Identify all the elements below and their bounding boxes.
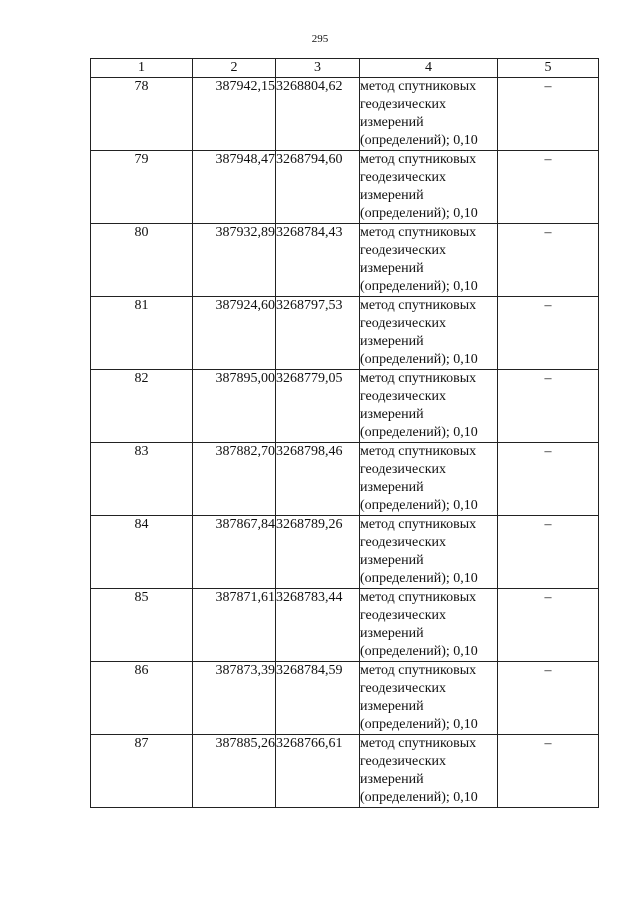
- method-line: (определений); 0,10: [360, 498, 478, 513]
- table-row: [91, 370, 599, 443]
- method-line: метод спутниковых: [360, 152, 477, 167]
- method-line: геодезических: [360, 243, 447, 258]
- column-5-cell: –: [498, 735, 599, 808]
- table-row: [91, 78, 599, 151]
- method-line: измерений: [360, 553, 424, 568]
- method-line: (определений); 0,10: [360, 571, 478, 586]
- method-line: геодезических: [360, 97, 447, 112]
- method-line: метод спутниковых: [360, 298, 477, 313]
- method-cell: [360, 151, 498, 224]
- method-line: метод спутниковых: [360, 225, 477, 240]
- method-cell: [360, 735, 498, 808]
- x-coordinate-cell: 387867,84: [193, 516, 276, 589]
- method-line: геодезических: [360, 754, 447, 769]
- x-coordinate-cell: 387932,89: [193, 224, 276, 297]
- method-line: метод спутниковых: [360, 590, 477, 605]
- point-number-cell: 87: [91, 735, 193, 808]
- x-coordinate-cell: 387873,39: [193, 662, 276, 735]
- column-5-cell: –: [498, 516, 599, 589]
- table-row: [91, 297, 599, 370]
- point-number-cell: 83: [91, 443, 193, 516]
- point-number-cell: 81: [91, 297, 193, 370]
- point-number-cell: 85: [91, 589, 193, 662]
- table-row: [91, 662, 599, 735]
- method-line: измерений: [360, 334, 424, 349]
- x-coordinate-cell: 387948,47: [193, 151, 276, 224]
- method-line: (определений); 0,10: [360, 717, 478, 732]
- method-line: (определений); 0,10: [360, 352, 478, 367]
- method-line: (определений); 0,10: [360, 644, 478, 659]
- column-5-cell: –: [498, 224, 599, 297]
- column-5-cell: –: [498, 78, 599, 151]
- coordinates-table: [90, 58, 599, 808]
- y-coordinate-cell: 3268783,44: [276, 589, 360, 662]
- y-coordinate-cell: 3268784,59: [276, 662, 360, 735]
- method-line: геодезических: [360, 316, 447, 331]
- column-header: 2: [193, 59, 276, 78]
- x-coordinate-cell: 387885,26: [193, 735, 276, 808]
- column-5-cell: –: [498, 589, 599, 662]
- point-number-cell: 78: [91, 78, 193, 151]
- method-line: измерений: [360, 188, 424, 203]
- table-row: [91, 224, 599, 297]
- method-line: метод спутниковых: [360, 371, 477, 386]
- column-5-cell: –: [498, 151, 599, 224]
- y-coordinate-cell: 3268798,46: [276, 443, 360, 516]
- point-number-cell: 80: [91, 224, 193, 297]
- method-cell: [360, 662, 498, 735]
- column-header: 4: [360, 59, 498, 78]
- table-header-row: [91, 59, 599, 78]
- method-line: метод спутниковых: [360, 736, 477, 751]
- method-line: метод спутниковых: [360, 663, 477, 678]
- column-header: 5: [498, 59, 599, 78]
- y-coordinate-cell: 3268804,62: [276, 78, 360, 151]
- method-line: (определений); 0,10: [360, 790, 478, 805]
- column-header: 3: [276, 59, 360, 78]
- x-coordinate-cell: 387895,00: [193, 370, 276, 443]
- method-line: геодезических: [360, 170, 447, 185]
- method-cell: [360, 370, 498, 443]
- method-cell: [360, 443, 498, 516]
- method-cell: [360, 78, 498, 151]
- method-line: измерений: [360, 407, 424, 422]
- table-row: [91, 516, 599, 589]
- method-line: метод спутниковых: [360, 79, 477, 94]
- page-number: 295: [311, 33, 329, 45]
- table-row: [91, 589, 599, 662]
- y-coordinate-cell: 3268766,61: [276, 735, 360, 808]
- column-header: 1: [91, 59, 193, 78]
- point-number-cell: 86: [91, 662, 193, 735]
- column-5-cell: –: [498, 370, 599, 443]
- method-line: (определений); 0,10: [360, 279, 478, 294]
- method-line: измерений: [360, 772, 424, 787]
- method-line: измерений: [360, 699, 424, 714]
- x-coordinate-cell: 387871,61: [193, 589, 276, 662]
- method-cell: [360, 297, 498, 370]
- method-line: метод спутниковых: [360, 444, 477, 459]
- y-coordinate-cell: 3268779,05: [276, 370, 360, 443]
- table-row: [91, 443, 599, 516]
- method-line: измерений: [360, 261, 424, 276]
- y-coordinate-cell: 3268784,43: [276, 224, 360, 297]
- y-coordinate-cell: 3268789,26: [276, 516, 360, 589]
- method-line: геодезических: [360, 462, 447, 477]
- method-line: (определений); 0,10: [360, 206, 478, 221]
- method-line: измерений: [360, 480, 424, 495]
- table-row: [91, 151, 599, 224]
- method-line: измерений: [360, 115, 424, 130]
- point-number-cell: 84: [91, 516, 193, 589]
- x-coordinate-cell: 387924,60: [193, 297, 276, 370]
- table-row: [91, 735, 599, 808]
- method-cell: [360, 589, 498, 662]
- method-line: геодезических: [360, 389, 447, 404]
- x-coordinate-cell: 387942,15: [193, 78, 276, 151]
- column-5-cell: –: [498, 662, 599, 735]
- column-5-cell: –: [498, 297, 599, 370]
- method-line: геодезических: [360, 681, 447, 696]
- column-5-cell: –: [498, 443, 599, 516]
- point-number-cell: 82: [91, 370, 193, 443]
- method-line: геодезических: [360, 535, 447, 550]
- y-coordinate-cell: 3268794,60: [276, 151, 360, 224]
- y-coordinate-cell: 3268797,53: [276, 297, 360, 370]
- method-cell: [360, 516, 498, 589]
- method-line: измерений: [360, 626, 424, 641]
- method-line: геодезических: [360, 608, 447, 623]
- x-coordinate-cell: 387882,70: [193, 443, 276, 516]
- method-line: (определений); 0,10: [360, 425, 478, 440]
- method-line: (определений); 0,10: [360, 133, 478, 148]
- method-line: метод спутниковых: [360, 517, 477, 532]
- method-cell: [360, 224, 498, 297]
- point-number-cell: 79: [91, 151, 193, 224]
